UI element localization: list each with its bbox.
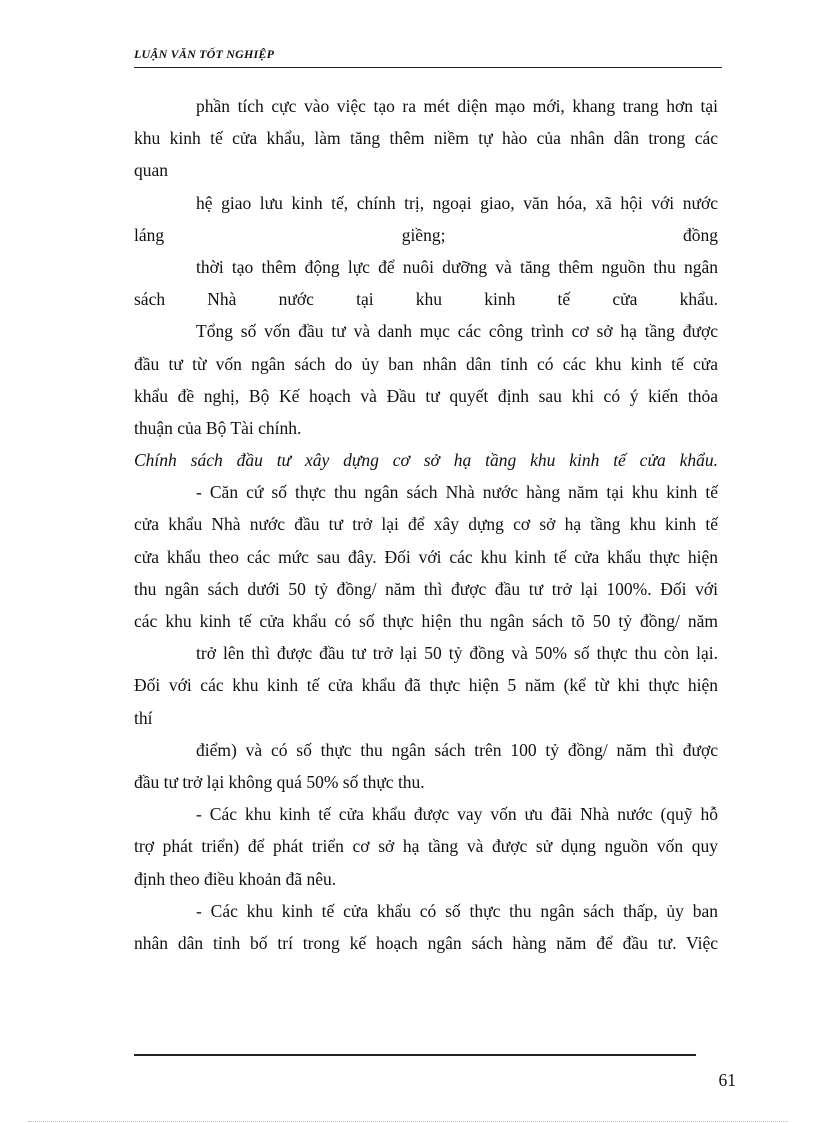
text-line: - Các khu kinh tế cửa khẩu có số thực thu ngân sách thấp, ủy ban xyxy=(196,900,718,921)
text-line: cửa khẩu theo các mức sau đây. Đối với các khu kinh tế cửa khẩu thực hiện xyxy=(134,546,718,567)
text-line: sách Nhà nước tại khu kinh tế cửa khẩu. xyxy=(134,289,718,310)
text-line: - Các khu kinh tế cửa khẩu được vay vốn ưu đãi Nhà nước (quỹ hỗ xyxy=(196,804,718,825)
text-line: quan xyxy=(134,160,169,181)
text-line: láng giềng; đồng xyxy=(134,224,718,245)
text-line: trở lên thì được đầu tư trở lại 50 tỷ đồng và 50% số thực thu còn lại. xyxy=(196,643,718,664)
header-title: LUẬN VĂN TỐT NGHIỆP xyxy=(134,47,275,61)
page-header xyxy=(134,47,722,68)
text-line: nhân dân tỉnh bố trí trong kế hoạch ngân sách hàng năm để đầu tư. Việc xyxy=(134,932,718,953)
text-line: khu kinh tế cửa khẩu, làm tăng thêm niềm tự hào của nhân dân trong các xyxy=(134,128,718,149)
text-line: cửa khẩu Nhà nước đầu tư trở lại để xây dựng cơ sở hạ tầng khu kinh tế xyxy=(134,514,718,535)
text-line: đầu tư trở lại không quá 50% số thực thu. xyxy=(134,771,425,792)
text-line: thời tạo thêm động lực để nuôi dưỡng và tăng thêm nguồn thu ngân xyxy=(196,256,718,277)
footer-rule xyxy=(134,1054,696,1056)
text-line: thí xyxy=(134,707,153,728)
text-line: - Căn cứ số thực thu ngân sách Nhà nước hàng năm tại khu kinh tế xyxy=(196,482,718,503)
page-number: 61 xyxy=(718,1070,736,1090)
text-line: thuận của Bộ Tài chính. xyxy=(134,417,302,438)
section-heading: Chính sách đầu tư xây dựng cơ sở hạ tầng khu kinh tế cửa khẩu. xyxy=(134,450,718,471)
text-line: đầu tư từ vốn ngân sách do ủy ban nhân dân tỉnh có các khu kinh tế cửa xyxy=(134,353,718,374)
text-line: điểm) và có số thực thu ngân sách trên 100 tỷ đồng/ năm thì được xyxy=(196,739,718,760)
body-text xyxy=(134,90,718,959)
text-line: Tổng số vốn đầu tư và danh mục các công trình cơ sở hạ tầng được xyxy=(196,321,718,342)
text-line: Đối với các khu kinh tế cửa khẩu đã thực hiện 5 năm (kể từ khi thực hiện xyxy=(134,675,718,696)
text-line: phần tích cực vào việc tạo ra mét diện mạo mới, khang trang hơn tại xyxy=(196,96,718,116)
text-line: khẩu đề nghị, Bộ Kế hoạch và Đầu tư quyết định sau khi có ý kiến thỏa xyxy=(134,385,718,406)
page-edge-divider xyxy=(28,1121,788,1122)
text-line: thu ngân sách dưới 50 tỷ đồng/ năm thì được đầu tư trở lại 100%. Đối với xyxy=(134,578,718,599)
text-line: định theo điều khoản đã nêu. xyxy=(134,868,337,889)
text-line: hệ giao lưu kinh tế, chính trị, ngoại giao, văn hóa, xã hội với nước xyxy=(196,192,718,213)
text-line: các khu kinh tế cửa khẩu có số thực hiện thu ngân sách tõ 50 tỷ đồng/ năm xyxy=(134,611,718,631)
text-line: trợ phát triển) để phát triển cơ sở hạ tầng và được sử dụng nguồn vốn quy xyxy=(134,836,718,857)
